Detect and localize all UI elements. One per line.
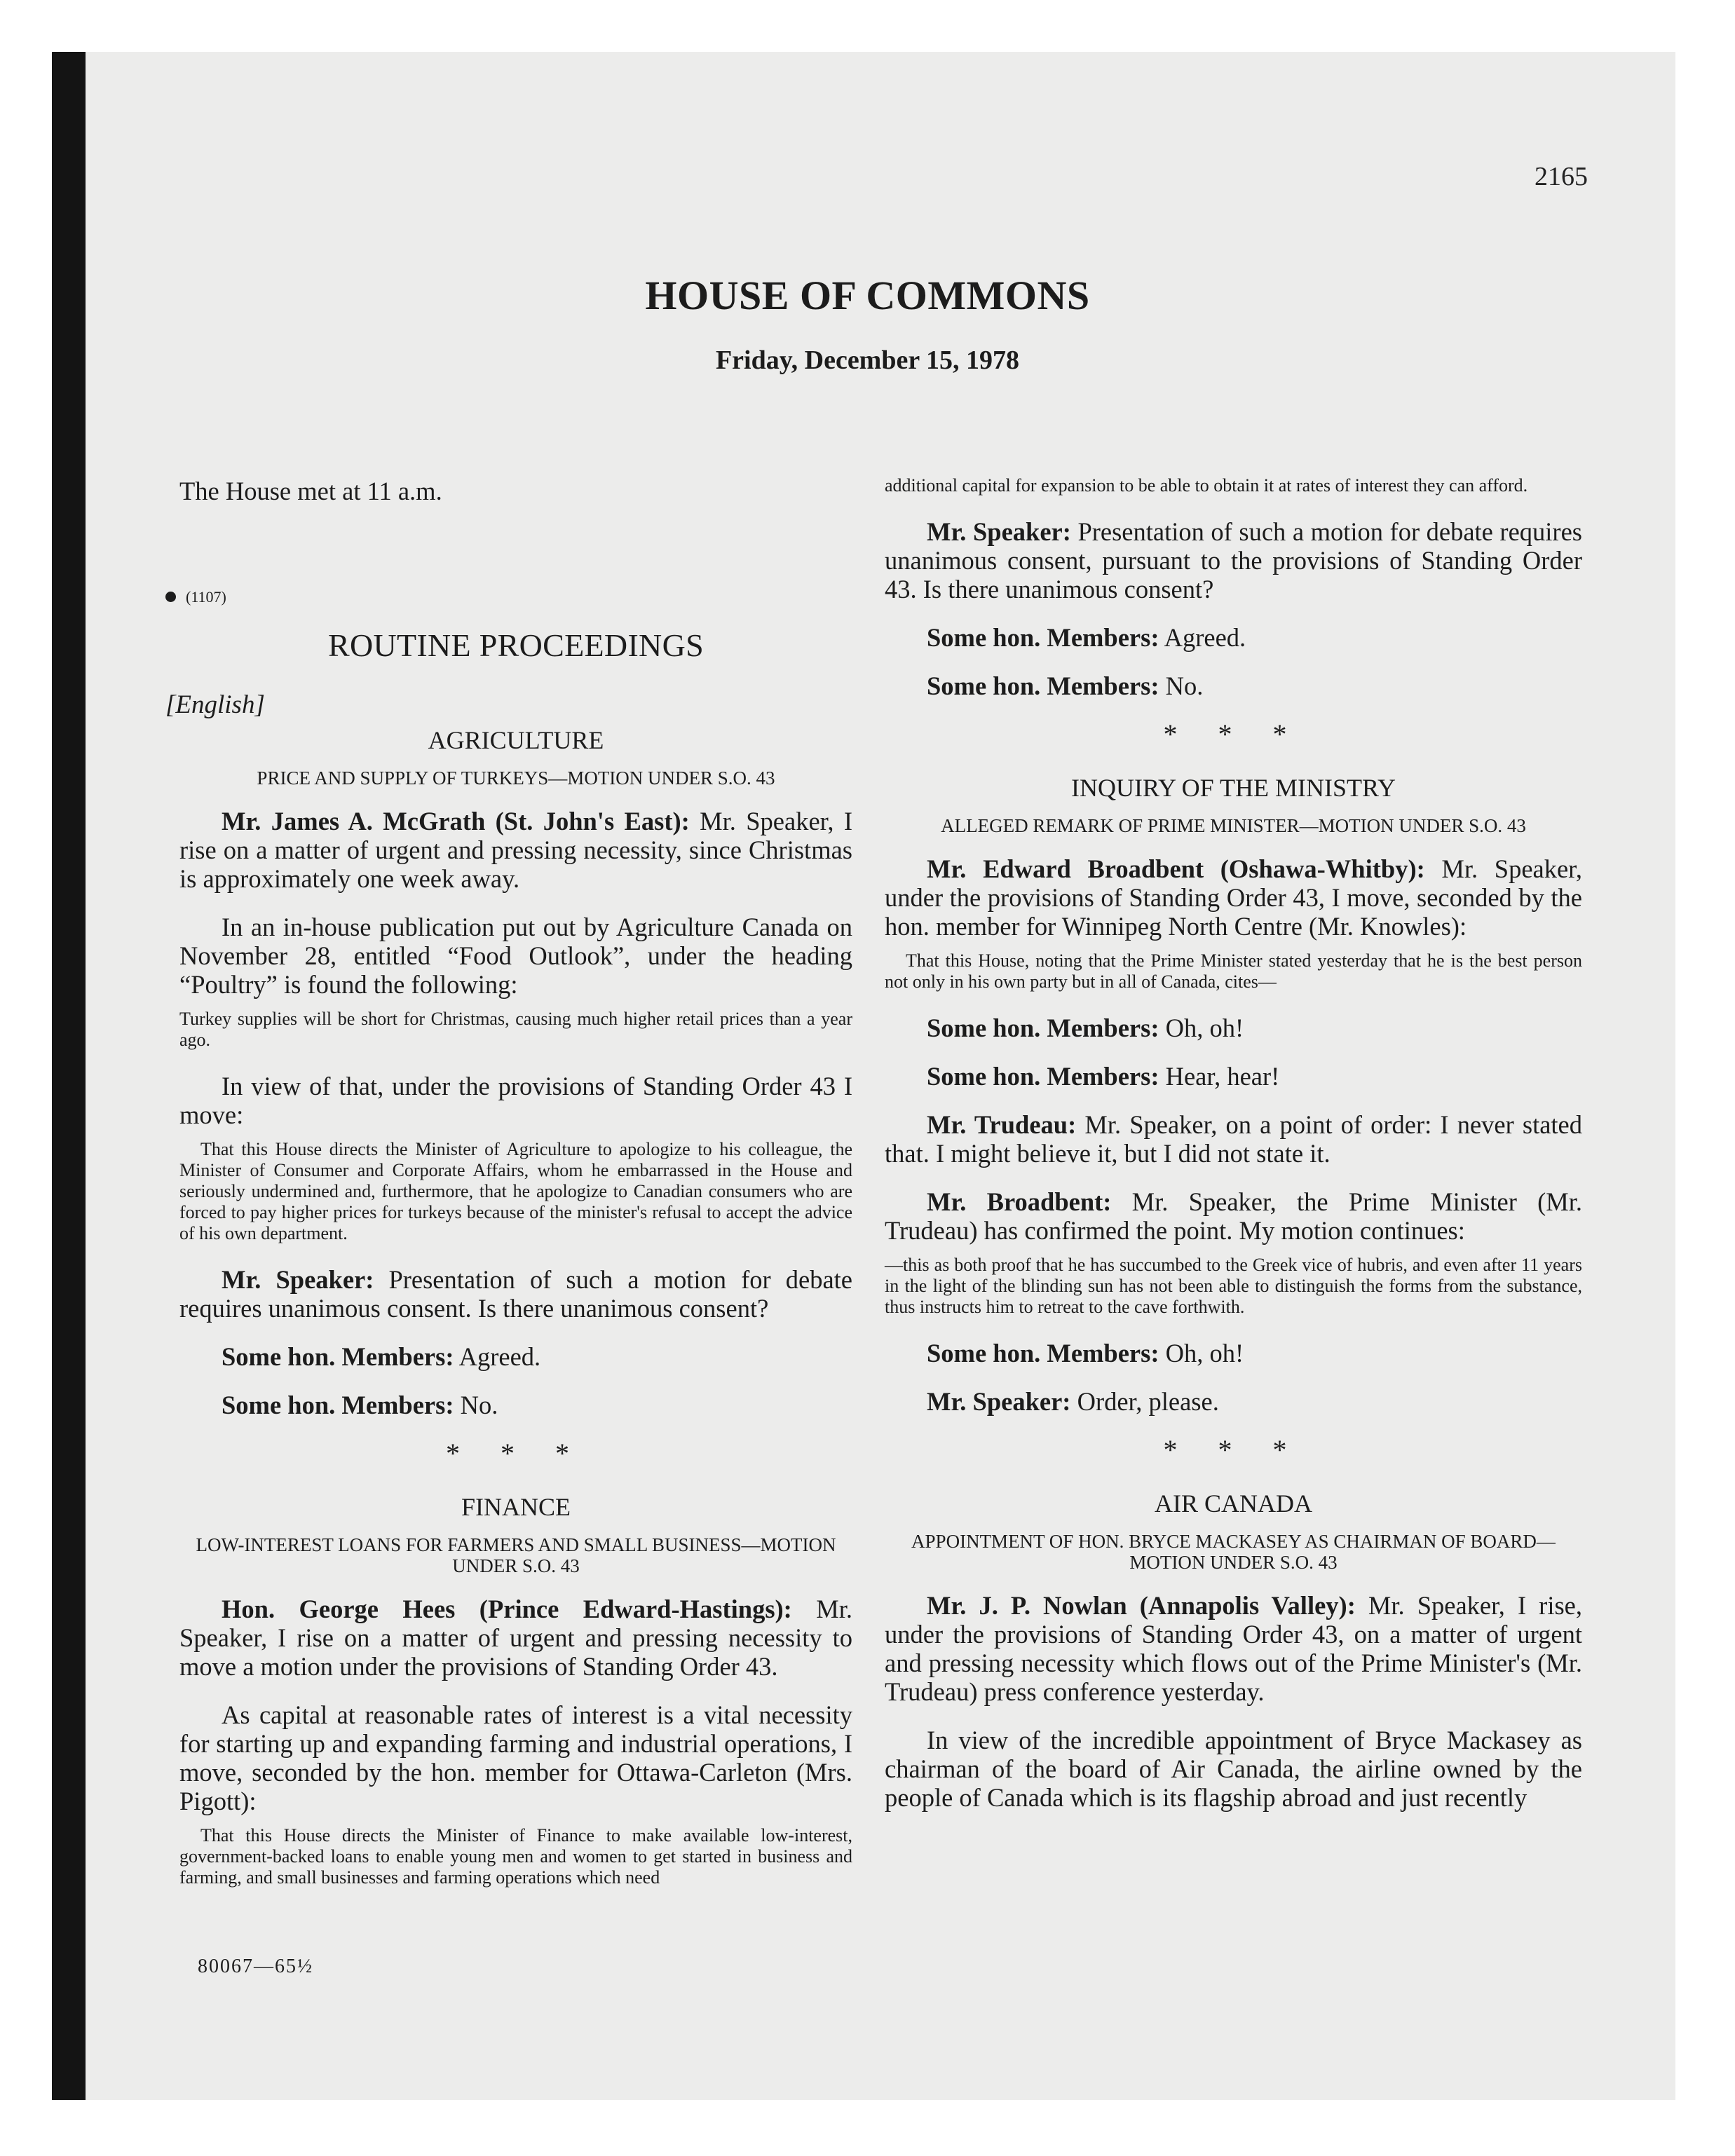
members-paragraph	[885, 1014, 1582, 1042]
right-column	[885, 477, 1582, 1831]
paragraph: In an in-house publication put out by Agriculture Canada on November 28, entitled “Food Outlook”, under the heading “Poultry” is found the following:	[179, 913, 852, 999]
speaker-name: Mr. J. P. Nowlan (Annapolis Valley):	[927, 1591, 1356, 1620]
paragraph: As capital at reasonable rates of interest is a vital necessity for starting up and expanding farming and industrial operations, I move, seconded by the hon. member for Ottawa-Carleton (Mrs. Pigott):	[179, 1700, 852, 1815]
time-marker-text: (1107)	[186, 588, 226, 606]
inquiry-motion-title: ALLEGED REMARK OF PRIME MINISTER—MOTION UNDER S.O. 43	[941, 815, 1526, 836]
speaker-name: Some hon. Members:	[222, 1342, 454, 1371]
agriculture-heading: AGRICULTURE	[428, 726, 604, 754]
members-paragraph	[885, 671, 1582, 700]
speaker-name: Mr. Speaker:	[222, 1265, 374, 1294]
members-paragraph	[885, 1062, 1582, 1091]
speaker-name: Mr. Trudeau:	[927, 1110, 1077, 1139]
mcgrath-paragraph	[179, 807, 852, 893]
speech-text: Agreed.	[1159, 623, 1246, 652]
inquiry-heading: INQUIRY OF THE MINISTRY	[1070, 774, 1396, 802]
speech-text: Order, please.	[1070, 1387, 1219, 1416]
nowlan-paragraph	[885, 1591, 1582, 1706]
speech-text: Mr. Speaker, I rise, under the provisions of Standing Order 43, on a matter of urgent and pressing necessity which flows out of the Prime Minister's (Mr. Trudeau) press conference yesterday.	[885, 1591, 1583, 1706]
speaker-name: Mr. James A. McGrath (St. John's East):	[222, 807, 690, 835]
speaker-name: Mr. Edward Broadbent (Oshawa-Whitby):	[927, 854, 1425, 883]
speaker-paragraph	[179, 1265, 852, 1323]
finance-heading: FINANCE	[461, 1493, 571, 1521]
section-divider: * * *	[1163, 718, 1304, 750]
speech-text: Presentation of such a motion for debate requires unanimous consent, pursuant to the provisions of Standing Order 43. Is there unanimous consent?	[885, 517, 1582, 603]
agriculture-motion-title: PRICE AND SUPPLY OF TURKEYS—MOTION UNDER S.O. 43	[257, 767, 775, 789]
left-column	[165, 477, 852, 1909]
broadbent-paragraph	[885, 1187, 1582, 1245]
speech-text: Hear, hear!	[1159, 1062, 1280, 1091]
speech-text: Mr. Speaker, I rise on a matter of urgent and pressing necessity to move a motion under the provisions of Standing Order 43.	[179, 1595, 852, 1681]
language-tag: [English]	[165, 690, 265, 719]
speaker-name: Some hon. Members:	[927, 623, 1159, 652]
speaker-name: Mr. Speaker:	[927, 517, 1071, 546]
motion-quotation: That this House directs the Minister of Agriculture to apologize to his colleague, the Minister of Consumer and Corporate Affairs, whom he embarrassed in the House and seriously undermined and, furthermore, that he apologize to Canadian consumers who are forced to pay higher prices for turkeys because of the minister's refusal to accept the advice of his own department.	[179, 1139, 852, 1243]
hees-paragraph	[179, 1595, 852, 1681]
quotation-continued: additional capital for expansion to be able to obtain it at rates of interest they can afford.	[885, 475, 1528, 496]
speaker-name: Hon. George Hees (Prince Edward-Hastings):	[222, 1595, 792, 1623]
page-title: HOUSE OF COMMONS	[645, 273, 1090, 318]
air-canada-heading: AIR CANADA	[1155, 1489, 1312, 1517]
speech-text: Oh, oh!	[1159, 1014, 1244, 1042]
quotation: Turkey supplies will be short for Christmas, causing much higher retail prices than a year ago.	[179, 1009, 852, 1050]
speaker-name: Mr. Speaker:	[927, 1387, 1071, 1416]
finance-motion-title: LOW-INTEREST LOANS FOR FARMERS AND SMALL BUSINESS—MOTION UNDER S.O. 43	[196, 1534, 836, 1576]
section-divider: * * *	[1163, 1434, 1304, 1466]
paragraph: In view of that, under the provisions of Standing Order 43 I move:	[179, 1072, 852, 1129]
speech-text: Agreed.	[454, 1342, 541, 1371]
sitting-date: Friday, December 15, 1978	[715, 346, 1020, 375]
bullet-icon	[165, 592, 176, 602]
speaker-paragraph	[885, 517, 1582, 603]
speaker-name: Some hon. Members:	[222, 1391, 454, 1419]
time-marker	[165, 582, 852, 611]
speaker-name: Some hon. Members:	[927, 1062, 1159, 1091]
members-paragraph	[885, 1339, 1582, 1367]
speech-text: Oh, oh!	[1159, 1339, 1244, 1367]
routine-proceedings-heading: ROUTINE PROCEEDINGS	[328, 627, 704, 663]
section-divider: * * *	[446, 1438, 586, 1469]
members-paragraph	[179, 1342, 852, 1371]
speech-text: Mr. Speaker, under the provisions of Standing Order 43, I move, seconded by the hon. member for Winnipeg North Centre (Mr. Knowles):	[885, 854, 1582, 941]
print-code: 80067—65½	[198, 1956, 313, 1977]
paragraph: In view of the incredible appointment of Bryce Mackasey as chairman of the board of Air Canada, the airline owned by the people of Canada which is its flagship abroad and just recently	[885, 1726, 1582, 1812]
speech-text: Mr. Speaker, the Prime Minister (Mr. Trudeau) has confirmed the point. My motion continues:	[885, 1187, 1582, 1245]
air-canada-motion-title: APPOINTMENT OF HON. BRYCE MACKASEY AS CHAIRMAN OF BOARD—MOTION UNDER S.O. 43	[911, 1531, 1556, 1573]
speaker-name: Some hon. Members:	[927, 1014, 1159, 1042]
broadbent-paragraph	[885, 854, 1582, 941]
speech-text: Presentation of such a motion for debate requires unanimous consent. Is there unanimous consent?	[179, 1265, 852, 1323]
motion-quotation: That this House directs the Minister of Finance to make available low-interest, government-backed loans to enable young men and women to get started in business and farming, and small businesses and farming operations which need	[179, 1825, 852, 1888]
members-paragraph	[885, 623, 1582, 652]
page-number: 2165	[1535, 162, 1588, 191]
opening-line: The House met at 11 a.m.	[179, 477, 442, 505]
members-paragraph	[179, 1391, 852, 1419]
speech-text: No.	[1159, 671, 1204, 700]
speech-text: Mr. Speaker, I rise on a matter of urgent and pressing necessity, since Christmas is approximately one week away.	[179, 807, 852, 893]
motion-quotation: —this as both proof that he has succumbed to the Greek vice of hubris, and even after 11 years in the light of the blinding sun has not been able to distinguish the forms from the substance, thus instructs him to retreat to the cave forthwith.	[885, 1255, 1582, 1317]
speaker-name: Mr. Broadbent:	[927, 1187, 1112, 1216]
trudeau-paragraph	[885, 1110, 1582, 1168]
motion-quotation: That this House, noting that the Prime Minister stated yesterday that he is the best person not only in his own party but in all of Canada, cites—	[885, 950, 1582, 992]
speaker-name: Some hon. Members:	[927, 671, 1159, 700]
speaker-paragraph	[885, 1387, 1582, 1416]
speech-text: No.	[454, 1391, 498, 1419]
speech-text: Mr. Speaker, on a point of order: I never stated that. I might believe it, but I did not state it.	[885, 1110, 1583, 1168]
speaker-name: Some hon. Members:	[927, 1339, 1159, 1367]
